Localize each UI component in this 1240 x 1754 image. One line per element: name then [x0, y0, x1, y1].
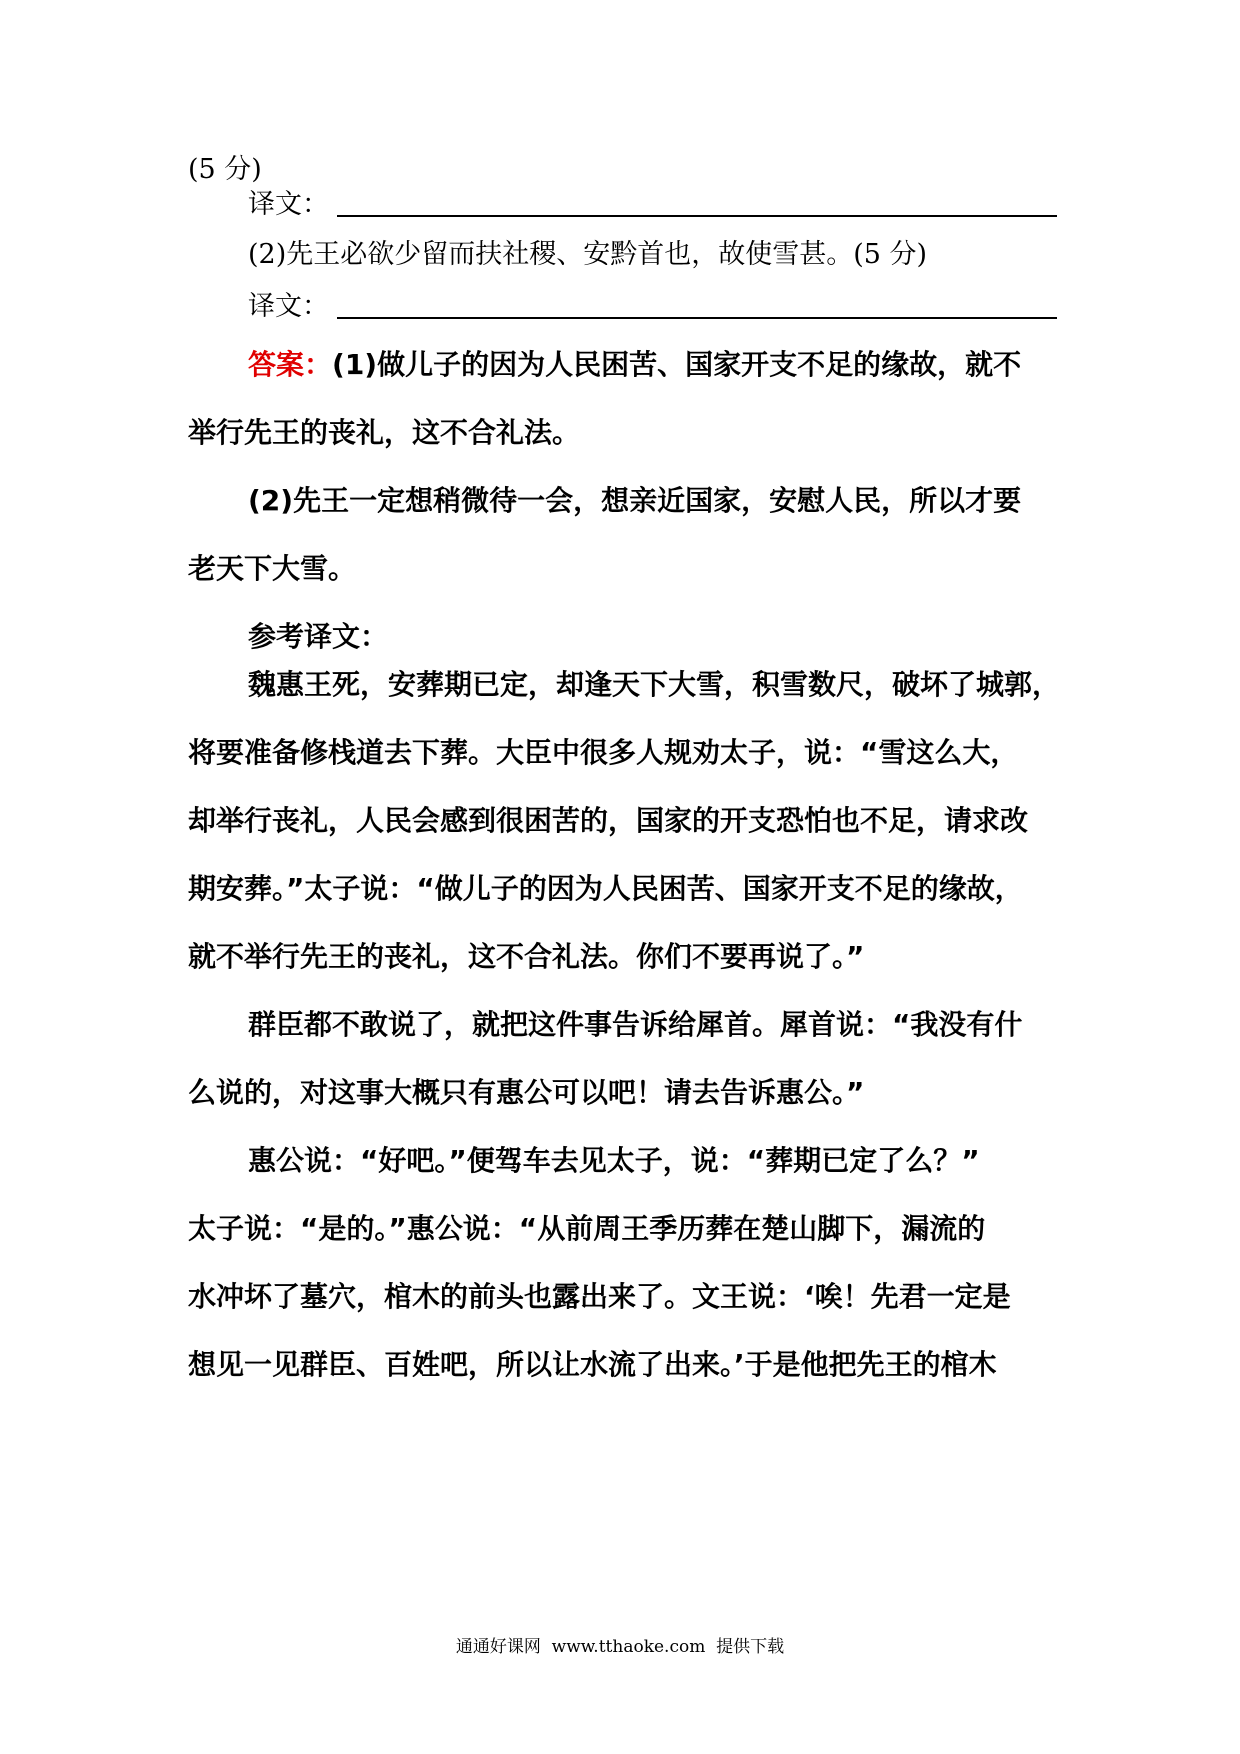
answer-blank-line: [337, 215, 1057, 217]
answer-line-2: 举行先王的丧礼，这不合礼法。: [188, 416, 581, 449]
translation-label: 译文：: [248, 189, 329, 220]
question-2: (2)先王必欲少留而扶社稷、安黔首也，故使雪甚。(5 分): [248, 239, 928, 270]
translation-answer-line-2: [248, 287, 1057, 327]
reference-line: 将要准备修栈道去下葬。大臣中很多人规劝太子，说：“雪这么大，: [188, 736, 1019, 769]
reference-heading: 参考译文：: [248, 620, 389, 653]
question-1-score: (5 分): [188, 154, 262, 185]
reference-line: 群臣都不敢说了，就把这件事告诉给犀首。犀首说：“我没有什: [248, 1008, 1023, 1041]
answer-text: (1)做儿子的因为人民困苦、国家开支不足的缘故，就不: [332, 348, 1022, 381]
reference-line: 太子说：“是的。”惠公说：“从前周王季历葬在楚山脚下，漏流的: [188, 1212, 986, 1245]
reference-line: 水冲坏了墓穴，棺木的前头也露出来了。文王说：‘唉！先君一定是: [188, 1280, 1011, 1313]
answer-line-3: (2)先王一定想稍微待一会，想亲近国家，安慰人民，所以才要: [248, 484, 1022, 517]
reference-line: 就不举行先王的丧礼，这不合礼法。你们不要再说了。”: [188, 940, 865, 973]
page-footer: 通通好课网 www.tthaoke.com 提供下载: [455, 1637, 785, 1657]
translation-answer-line-1: [248, 185, 1057, 225]
reference-line: 魏惠王死，安葬期已定，却逢天下大雪，积雪数尺，破坏了城郭，: [248, 668, 1061, 701]
answer-label: 答案：: [248, 348, 333, 381]
answer-line-4: 老天下大雪。: [188, 552, 357, 585]
answer-line-1: [248, 345, 1021, 385]
reference-line: 期安葬。”太子说：“做儿子的因为人民困苦、国家开支不足的缘故，: [188, 872, 1023, 905]
answer-blank-line: [337, 317, 1057, 319]
reference-line: 惠公说：“好吧。”便驾车去见太子，说：“葬期已定了么？”: [248, 1144, 980, 1177]
reference-line: 想见一见群臣、百姓吧，所以让水流了出来。’于是他把先王的棺木: [188, 1348, 997, 1381]
reference-line: 么说的，对这事大概只有惠公可以吧！请去告诉惠公。”: [188, 1076, 865, 1109]
reference-line: 却举行丧礼，人民会感到很困苦的，国家的开支恐怕也不足，请求改: [188, 804, 1029, 837]
translation-label: 译文：: [248, 291, 329, 322]
